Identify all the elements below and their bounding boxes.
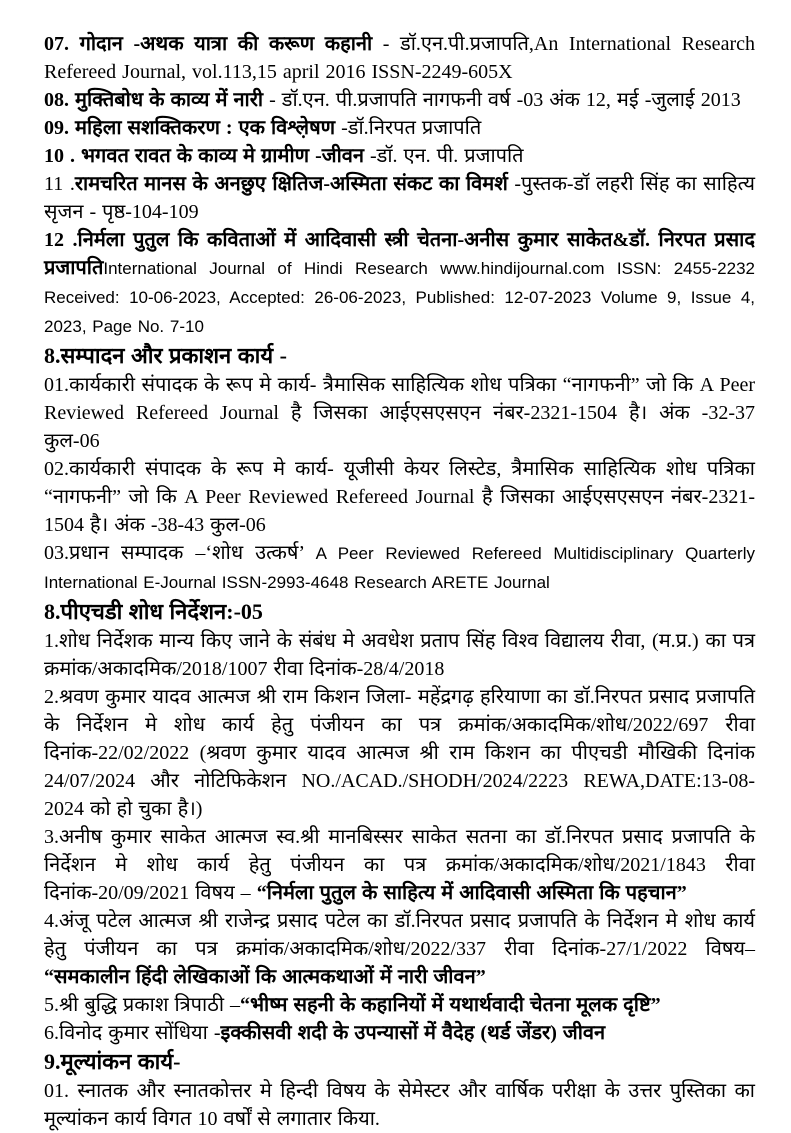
- text-segment: -डॉ. एन. पी. प्रजापति: [369, 145, 524, 167]
- phd-item-2: [44, 683, 755, 823]
- phd-item-6: [44, 1019, 755, 1047]
- text-segment: 11 .: [44, 173, 75, 195]
- publication-item-09: [44, 114, 755, 142]
- text-segment: “समकालीन हिंदी लेखिकाओं कि आत्मकथाओं में नारी जीवन”: [44, 966, 486, 988]
- text-segment: 10 . भगवत रावत के काव्य मे ग्रामीण -जीवन: [44, 145, 370, 167]
- editing-item-03: [44, 539, 755, 597]
- publication-item-10: [44, 142, 755, 170]
- editing-item-02: [44, 455, 755, 539]
- evaluation-item-01: [44, 1077, 755, 1133]
- text-segment: 4.अंजू पटेल आत्मज श्री राजेन्द्र प्रसाद पटेल का डॉ.निरपत प्रसाद प्रजापति के निर्देशन मे शोध कार्य हेतु पंजीयन का पत्र क्रमांक/अकादमिक/शोध/2022/337 रीवा दिनांक-27/1/2022 विषय–: [44, 910, 755, 960]
- text-segment: 8.सम्पादन और प्रकाशन कार्य -: [44, 343, 287, 368]
- text-segment: रामचरित मानस के अनछुए क्षितिज-अस्मिता संकट का विमर्श: [74, 173, 515, 195]
- section-heading-editing-publication: [44, 341, 755, 371]
- text-segment: 9.मूल्यांकन कार्य-: [44, 1049, 181, 1074]
- text-segment: इक्कीसवी शदी के उपन्यासों में वैदेह (थर्ड जेंडर) जीवन: [220, 1022, 606, 1044]
- text-segment: 5.श्री बुद्धि प्रकाश त्रिपाठी –: [44, 994, 240, 1016]
- text-segment: -पुस्तक-डॉ लहरी सिंह का साहित्य सृजन - पृष्ठ-104-109: [44, 173, 755, 223]
- text-segment: को हो चुका है।): [90, 798, 203, 820]
- text-segment: - डॉ.एन.पी.प्रजापति,: [382, 33, 534, 55]
- editing-item-01: [44, 371, 755, 455]
- text-segment: है जिसका आईएसएसएन नंबर-2321-1504 है। अंक -32-37 कुल-06: [44, 402, 755, 452]
- section-heading-phd-guidance: [44, 597, 755, 627]
- text-segment: - डॉ.एन. पी.प्रजापति नागफनी वर्ष -03 अंक 12, मई -जुलाई 2013: [269, 89, 741, 111]
- text-segment: A Peer Reviewed Refereed Journal: [44, 374, 755, 424]
- text-segment: 07. गोदान -अथक यात्रा की करूण कहानी: [44, 33, 383, 55]
- text-segment: A Peer Reviewed Refereed Multidisciplinary Quarterly International E-Journal ISSN-2993-4648 Research ARETE Journal: [44, 544, 755, 592]
- document-body: [44, 30, 755, 1133]
- phd-item-5: [44, 991, 755, 1019]
- publication-item-08: [44, 86, 755, 114]
- text-segment: 02.कार्यकारी संपादक के रूप मे कार्य- यूजीसी केयर लिस्टेड, त्रैमासिक साहित्यिक शोध पत्रिका “नागफनी” जो कि: [44, 458, 755, 508]
- phd-item-4: [44, 907, 755, 991]
- text-segment: 2.श्रवण कुमार यादव आत्मज श्री राम किशन जिला- महेंद्रगढ़ हरियाणा का डॉ.निरपत प्रसाद प्रजापति के निर्देशन मे शोध कार्य हेतु पंजीयन का पत्र क्रमांक/अकादमिक/शोध/2022/697 रीवा दिनांक-22/02/2022 (श्रवण कुमार यादव आत्मज श्री राम किशन का पीएचडी मौखिकी दिनांक 24/07/2024 और नोटिफिकेशन: [44, 686, 756, 792]
- publication-item-11: [44, 170, 755, 226]
- text-segment: “निर्मला पुतुल के साहित्य में आदिवासी अस्मिता कि पहचान”: [256, 882, 687, 904]
- text-segment: “भीष्म सहनी के कहानियों में यथार्थवादी चेतना मूलक दृष्टि”: [240, 994, 661, 1016]
- phd-item-3: [44, 823, 755, 907]
- text-segment: 6.विनोद कुमार सोंधिया -: [44, 1022, 221, 1044]
- text-segment: 01.कार्यकारी संपादक के रूप मे कार्य- त्रैमासिक साहित्यिक शोध पत्रिका “नागफनी” जो कि: [44, 374, 700, 396]
- text-segment: 3.अनीष कुमार साकेत आत्मज स्व.श्री मानबिस्सर साकेत सतना का डॉ.निरपत प्रसाद प्रजापति के निर्देशन मे शोध कार्य हेतु पंजीयन का पत्र क्रमांक/अकादमिक/शोध/2021/1843 रीवा दिनांक-20/09/2021 विषय –: [44, 826, 755, 904]
- text-segment: International Journal of Hindi Research www.hindijournal.com ISSN: 2455-2232 Received: 10-06-2023, Accepted: 26-06-2023, Published: 12-07-2023 Volume 9, Issue 4, 2023, Page No. 7-10: [44, 259, 755, 336]
- text-segment: -डॉ.निरपत प्रजापति: [341, 117, 482, 139]
- text-segment: 09. महिला सशक्तिकरण : एक विश्ले़षण: [44, 117, 342, 139]
- text-segment: 08. मुक्तिबोध के काव्य में नारी: [44, 89, 270, 111]
- text-segment: 1.शोध निर्देशक मान्य किए जाने के संबंध मे अवधेश प्रताप सिंह विश्व विद्यालय रीवा, (म.प्र.) का पत्र क्रमांक/अकादमिक/2018/1007 रीवा दिनांक-28/4/2018: [44, 630, 755, 680]
- text-segment: An International Research Refereed Journal, vol.113,15 april 2016 ISSN-2249-605X: [44, 33, 755, 83]
- publication-item-07: [44, 30, 755, 86]
- text-segment: 12 .निर्मला पुतुल कि कविताओं में आदिवासी स्त्री चेतना-अनीस कुमार साकेत&डॉ. निरपत प्रसाद प्रजापति: [44, 229, 755, 279]
- phd-item-1: [44, 627, 755, 683]
- text-segment: 8.पीएचडी शोध निर्देशन:-05: [44, 599, 263, 624]
- text-segment: है जिसका आईएसएसएन नंबर-2321-1504 है। अंक -38-43 कुल-06: [44, 486, 755, 536]
- text-segment: A Peer Reviewed Refereed Journal: [184, 486, 482, 508]
- section-heading-evaluation: [44, 1047, 755, 1077]
- publication-item-12: [44, 226, 755, 341]
- text-segment: 03.प्रधान सम्पादक –‘शोध उत्कर्ष’: [44, 542, 316, 564]
- text-segment: NO./ACAD./SHODH/2024/2223 REWA,DATE:13-08-2024: [44, 770, 755, 820]
- text-segment: 01. स्नातक और स्नातकोत्तर मे हिन्दी विषय के सेमेस्टर और वार्षिक परीक्षा के उत्तर पुस्तिका का मूल्यांकन कार्य विगत 10 वर्षों से लगातार किया.: [44, 1080, 755, 1130]
